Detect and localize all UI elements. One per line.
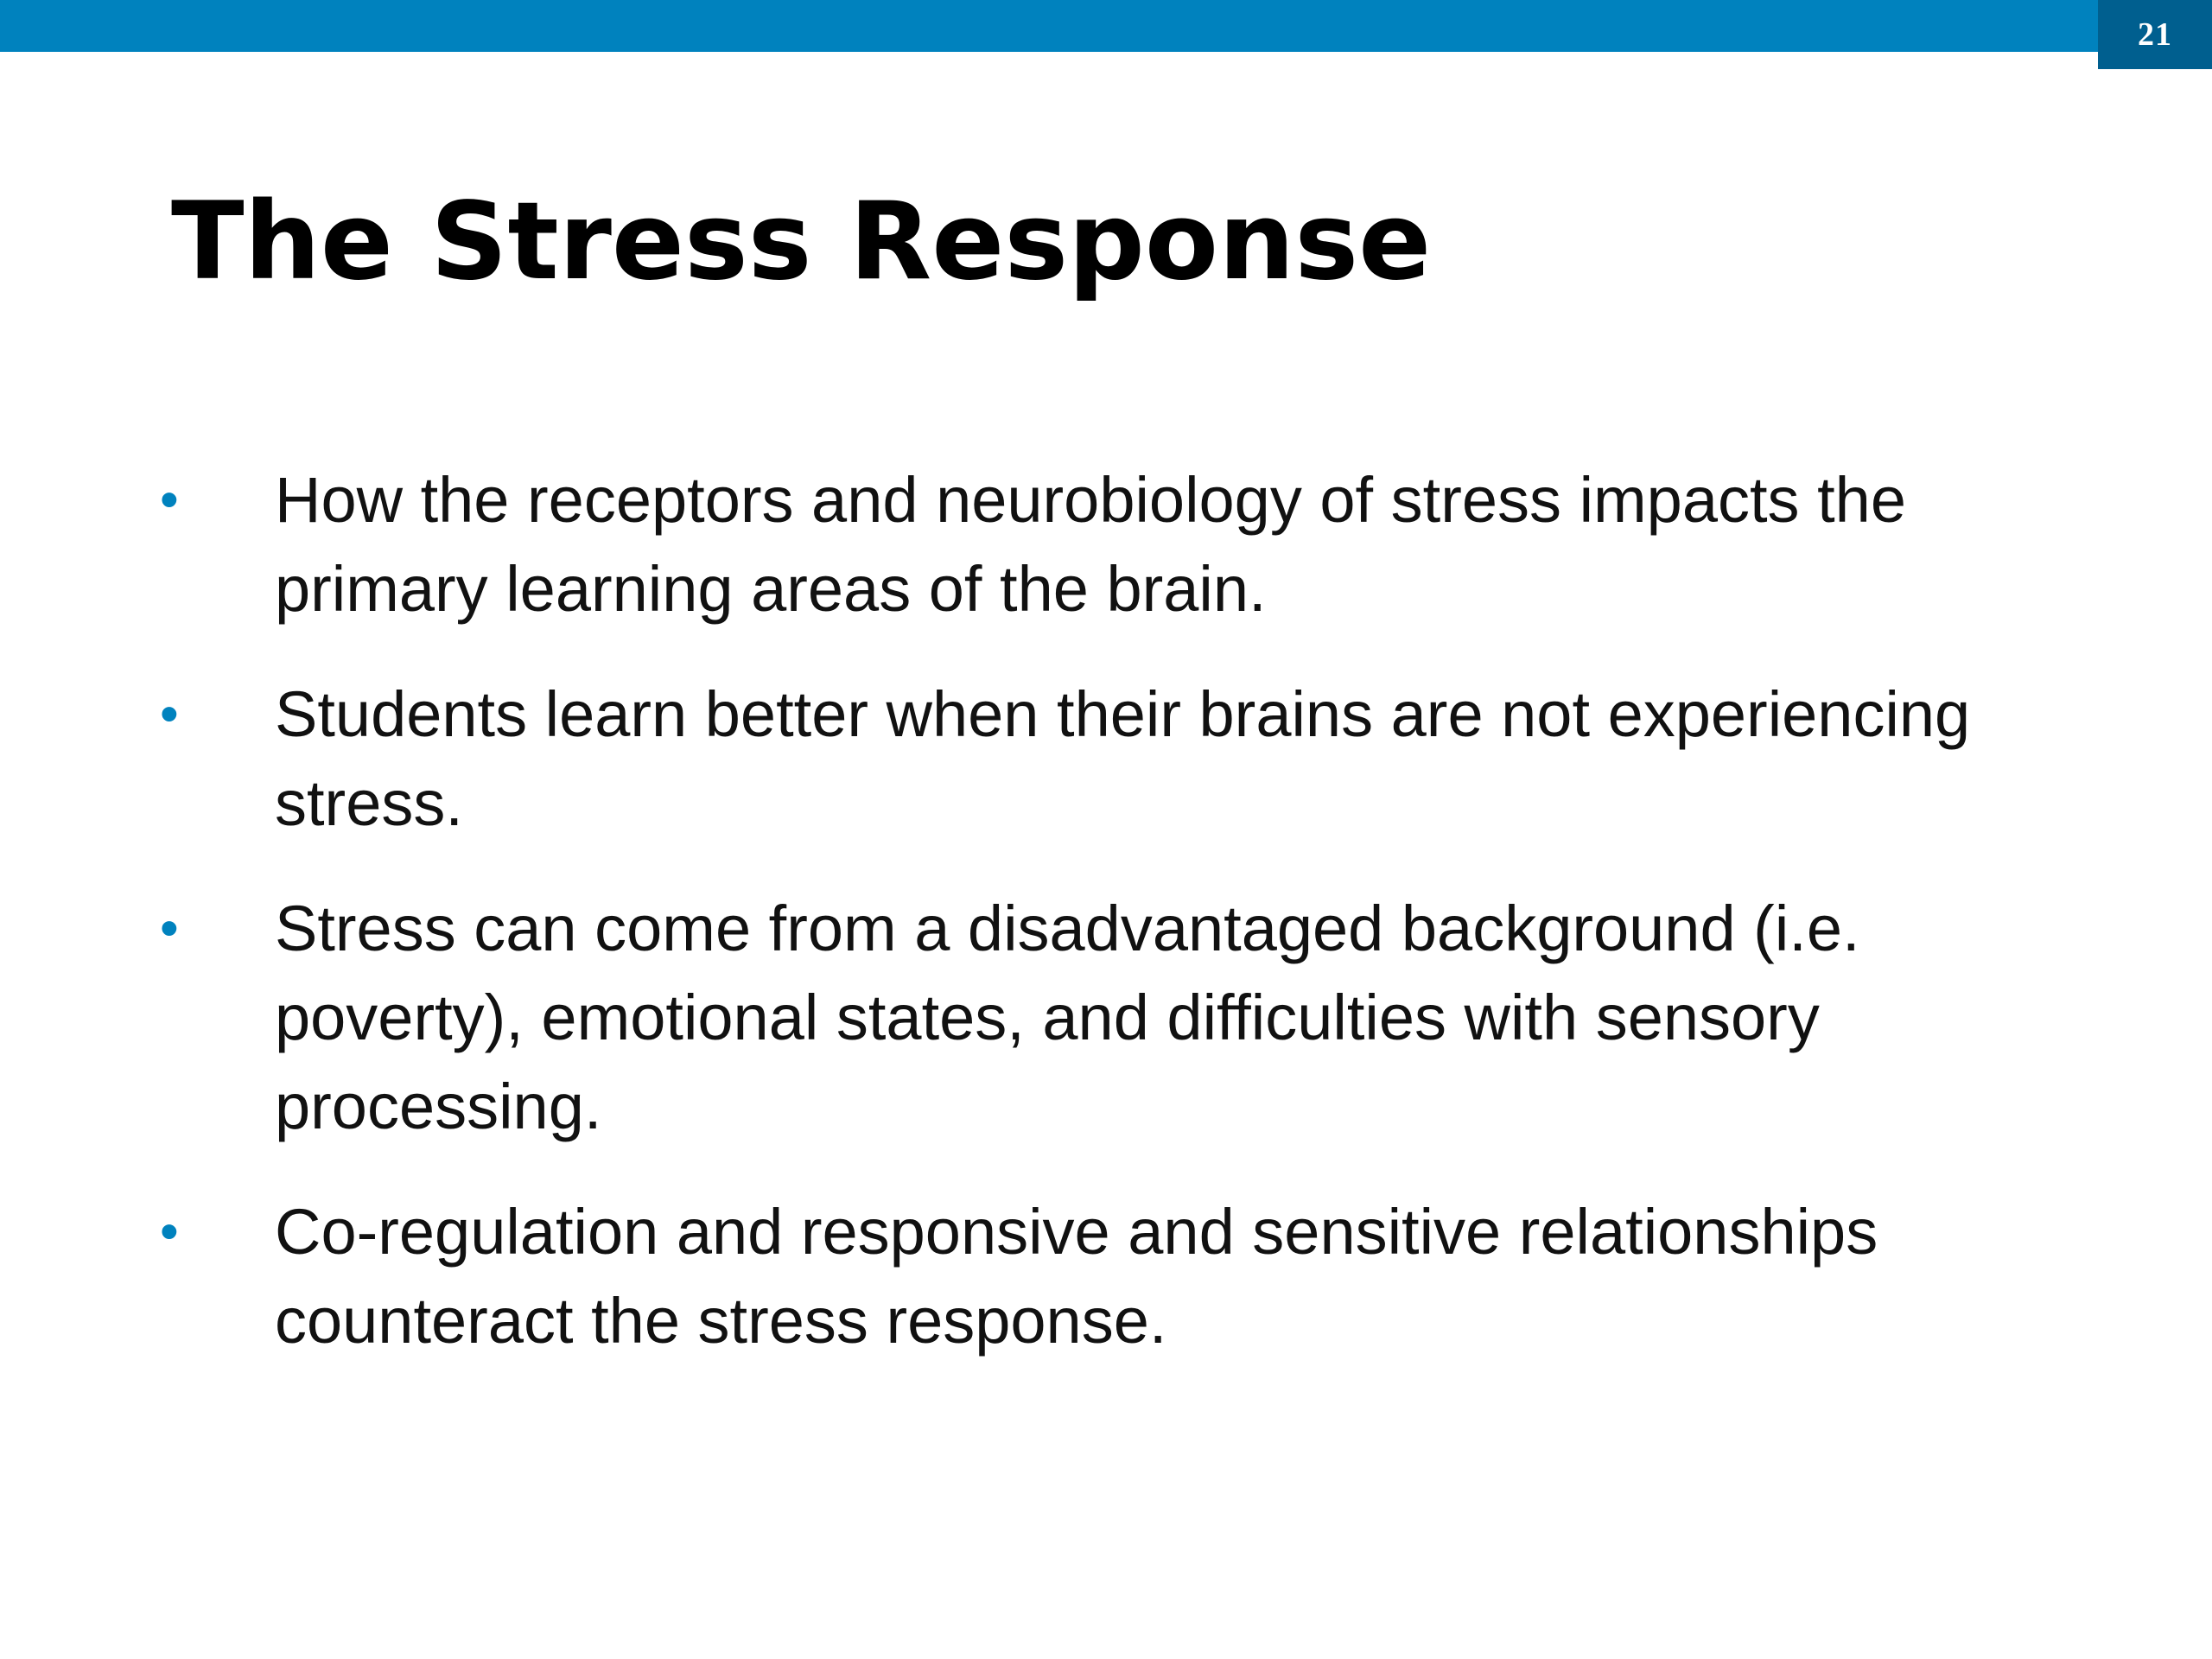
bullet-item (156, 1187, 2091, 1365)
bullet-text: Stress can come from a disadvantaged background (i.e. poverty), emotional states, and difficulties with sensory processing. (275, 893, 1860, 1142)
bullet-item (156, 670, 2091, 848)
bullet-icon: • (160, 684, 179, 744)
bullet-icon: • (160, 1202, 179, 1262)
page-number-badge (2098, 0, 2212, 69)
bullet-item (156, 884, 2091, 1151)
bullet-list (156, 455, 2091, 1402)
slide-title: The Stress Response (171, 180, 1432, 304)
bullet-text: Students learn better when their brains are not experiencing stress. (275, 678, 1971, 839)
bullet-text: How the receptors and neurobiology of stress impacts the primary learning areas of the brain. (275, 464, 1906, 625)
bullet-item (156, 455, 2091, 633)
header-bar (0, 0, 2212, 52)
bullet-icon: • (160, 899, 179, 958)
bullet-text: Co-regulation and responsive and sensitive relationships counteract the stress response. (275, 1196, 1878, 1357)
page-number: 21 (2138, 16, 2172, 53)
bullet-icon: • (160, 470, 179, 530)
